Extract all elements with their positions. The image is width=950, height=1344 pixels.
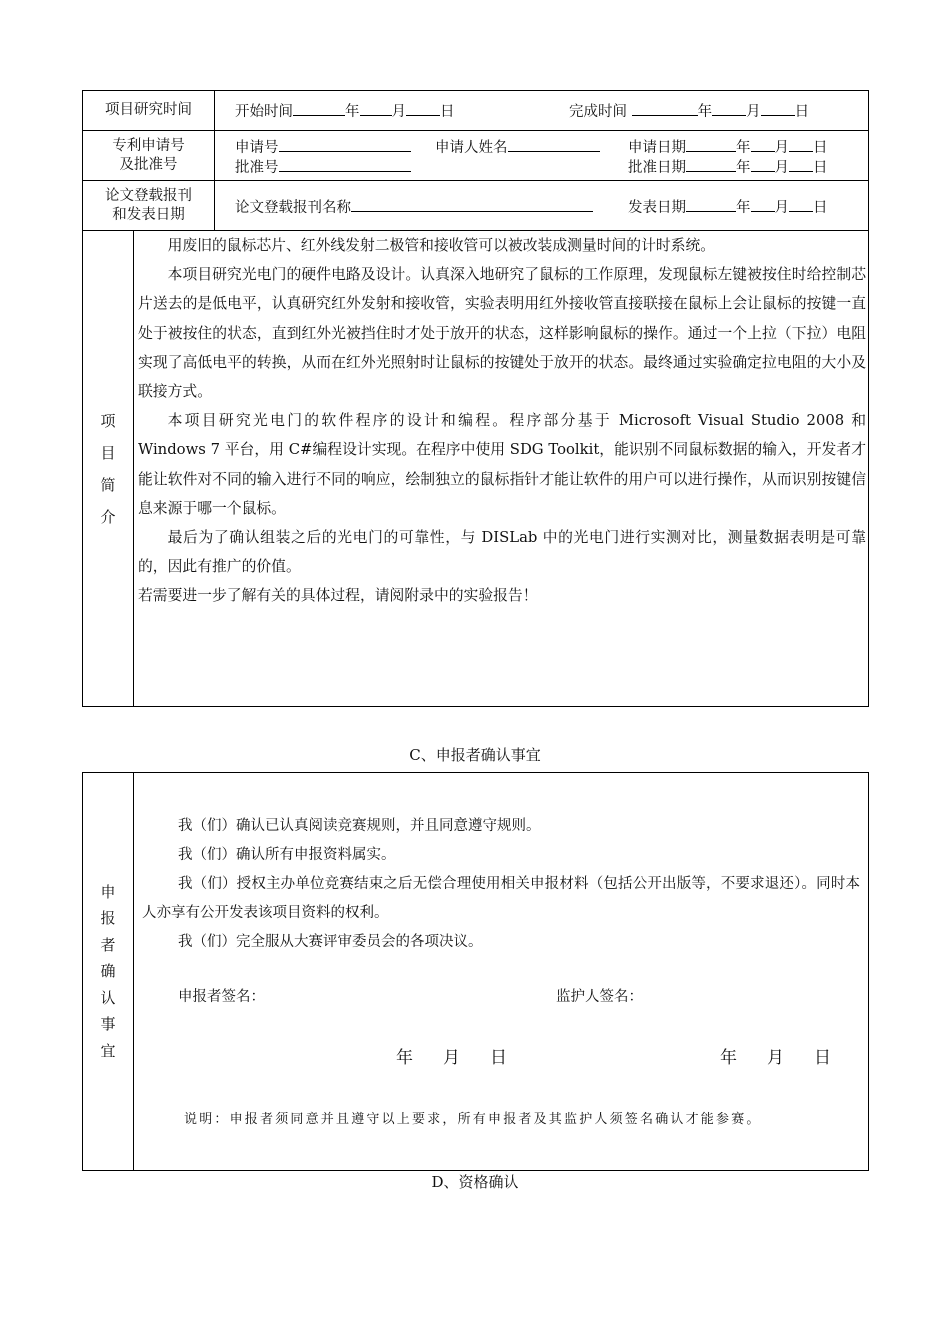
intro-row	[83, 231, 869, 707]
paper-cell	[215, 181, 869, 231]
paper-label: 论文登载报刊 和发表日期	[83, 181, 215, 231]
statement: 我（们）确认所有申报资料属实。	[178, 847, 396, 863]
patent-label: 专利申请号 及批准号	[83, 131, 215, 181]
publish-date-field[interactable]: 发表日期 年 月 日	[628, 197, 828, 218]
patent-row	[83, 131, 869, 181]
guardian-signature-field[interactable]: 监护人签名：	[556, 989, 643, 1005]
research-time-label: 项目研究时间	[83, 91, 215, 131]
patent-cell	[215, 131, 869, 181]
confirmation-content	[134, 773, 869, 1171]
application-date-field[interactable]: 申请日期 年 月 日	[628, 137, 828, 158]
confirmation-label: 申 报 者 确 认 事 宜	[83, 773, 134, 1171]
statement: 我（们）授权主办单位竞赛结束之后无偿合理使用相关申报材料（包括公开出版等，不要求退还）。同时本人亦享有公开发表该项目资料的权利。	[142, 876, 860, 921]
statement: 我（们）确认已认真阅读竞赛规则，并且同意遵守规则。	[178, 818, 541, 834]
approval-no-field[interactable]: 批准号	[235, 157, 411, 178]
intro-content	[134, 231, 869, 707]
confirmation-table	[82, 772, 869, 1171]
intro-paragraph: 本项目研究光电门的硬件电路及设计。认真深入地研究了鼠标的工作原理，发现鼠标左键被按住时给控制芯片送去的是低电平，认真研究红外发射和接收管，实验表明用红外接收管直接联接在鼠标上会让鼠标的按键一直处于被按住的状态，直到红外光被挡住时才处于放开的状态，这样影响鼠标的操作。通过一个上拉（下拉）电阻实现了高低电平的转换，从而在红外光照射时让鼠标的按键处于放开的状态。最终通过实验确定拉电阻的大小及联接方式。	[138, 266, 866, 401]
applicant-date[interactable]: 年 月 日	[396, 1048, 507, 1068]
intro-label: 项 目 简 介	[83, 231, 134, 707]
project-info-table	[82, 90, 869, 707]
approval-date-field[interactable]: 批准日期 年 月 日	[628, 157, 828, 178]
start-time-field[interactable]: 开始时间 年 月 日	[235, 101, 455, 122]
applicant-signature-field[interactable]: 申报者签名：	[178, 989, 265, 1005]
guardian-date[interactable]: 年 月 日	[720, 1048, 831, 1068]
journal-name-field[interactable]: 论文登载报刊名称	[235, 197, 593, 218]
applicant-name-field[interactable]: 申请人姓名	[435, 137, 600, 158]
confirmation-row	[83, 773, 869, 1171]
statement: 我（们）完全服从大赛评审委员会的各项决议。	[178, 934, 483, 950]
intro-paragraph: 最后为了确认组装之后的光电门的可靠性，与 DISLab 中的光电门进行实测对比，测量数据表明是可靠的，因此有推广的价值。	[138, 529, 866, 576]
section-d-title: D、资格确认	[431, 1173, 519, 1191]
intro-paragraph: 若需要进一步了解有关的具体过程，请阅附录中的实验报告！	[138, 587, 538, 605]
signature-note: 说明：申报者须同意并且遵守以上要求，所有申报者及其监护人须签名确认才能参赛。	[184, 1112, 762, 1127]
paper-row	[83, 181, 869, 231]
intro-paragraph: 用废旧的鼠标芯片、红外线发射二极管和接收管可以被改装成测量时间的计时系统。	[167, 237, 716, 254]
research-time-row	[83, 91, 869, 131]
end-time-field[interactable]: 完成时间 年 月 日	[569, 101, 809, 122]
section-c-title: C、申报者确认事宜	[409, 746, 541, 764]
application-no-field[interactable]: 申请号	[235, 137, 411, 158]
intro-paragraph: 本项目研究光电门的软件程序的设计和编程。程序部分基于 Microsoft Visual Studio 2008 和 Windows 7 平台，用 C#编程设计实现。在程序中使用 SDG Toolkit，能识别不同鼠标数据的输入，开发者才能让软件对不同的输入进行不同的响应，绘制独立的鼠标指针才能让软件的用户可以进行操作，从而识别按键信息来源于哪一个鼠标。	[138, 412, 866, 517]
research-time-cell	[215, 91, 869, 131]
